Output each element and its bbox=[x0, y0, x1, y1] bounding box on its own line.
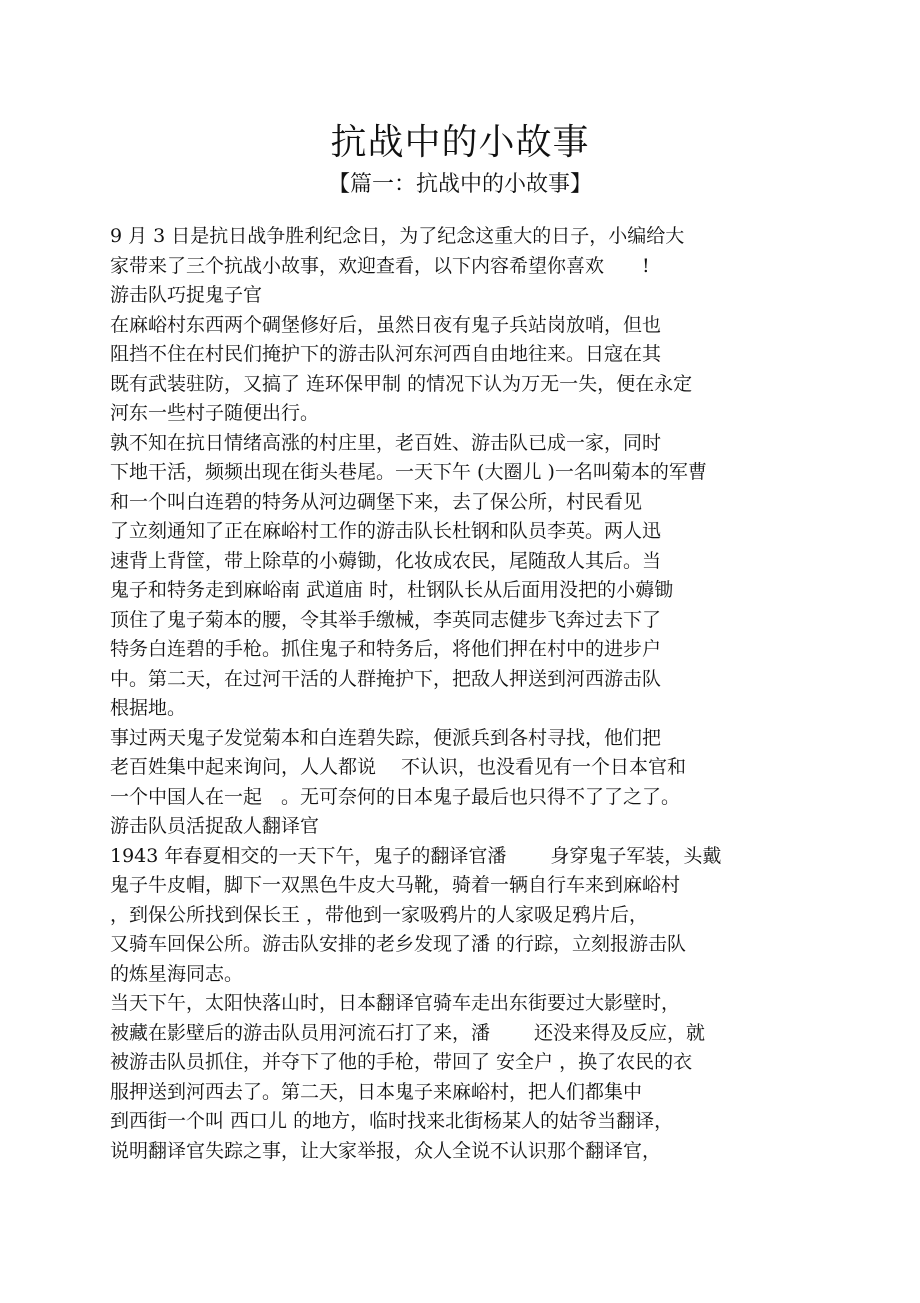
body-line: 的炼星海同志。 bbox=[110, 962, 244, 985]
body-line: 在麻峪村东西两个碉堡修好后，虽然日夜有鬼子兵站岗放哨，但也 bbox=[110, 313, 662, 336]
body-line: 一个中国人在一起 。无可奈何的日本鬼子最后也只得不了了之了。 bbox=[110, 785, 681, 808]
body-line: 既有武装驻防，又搞了 连环保甲制 的情况下认为万无一失，便在永定 bbox=[110, 372, 693, 395]
document-subtitle: 【篇一：抗战中的小故事】 bbox=[327, 172, 592, 197]
body-line: 孰不知在抗日情绪高涨的村庄里，老百姓、游击队已成一家，同时 bbox=[110, 431, 662, 454]
body-line: 1943 年春夏相交的一天下午，鬼子的翻译官潘 身穿鬼子军装，头戴 bbox=[110, 844, 722, 867]
body-line: 服押送到河西去了。第二天，日本鬼子来麻峪村，把人们都集中 bbox=[110, 1080, 643, 1103]
section-heading: 游击队员活捉敌人翻译官 bbox=[110, 815, 320, 837]
body-line: 鬼子牛皮帽，脚下一双黑色牛皮大马靴，骑着一辆自行车来到麻峪村 bbox=[110, 874, 681, 896]
body-line: 河东一些村子随便出行。 bbox=[110, 402, 320, 424]
body-line: 阻挡不住在村民们掩护下的游击队河东河西自由地往来。日寇在其 bbox=[110, 343, 662, 365]
body-line: 又骑车回保公所。游击队安排的老乡发现了潘 的行踪，立刻报游击队 bbox=[110, 933, 687, 955]
body-line: 中。第二天，在过河干活的人群掩护下，把敌人押送到河西游击队 bbox=[110, 667, 662, 690]
body-line: 了立刻通知了正在麻峪村工作的游击队长杜钢和队员李英。两人迅 bbox=[110, 520, 662, 542]
body-line: 被藏在影壁后的游击队员用河流石打了来，潘 还没来得及反应，就 bbox=[110, 1021, 706, 1044]
body-line: 家带来了三个抗战小故事，欢迎查看，以下内容希望你喜欢 ! bbox=[110, 254, 650, 277]
body-line: 当天下午，太阳快落山时，日本翻译官骑车走出东街要过大影壁时， bbox=[110, 992, 681, 1014]
body-line: 速背上背筐，带上除草的小薅锄，化妆成农民，尾随敌人其后。当 bbox=[110, 549, 662, 572]
body-line: 根据地。 bbox=[110, 697, 187, 719]
body-line: 顶住了鬼子菊本的腰，令其举手缴械，李英同志健步飞奔过去下了 bbox=[110, 608, 662, 631]
body-line: 9 月 3 日是抗日战争胜利纪念日，为了纪念这重大的日子，小编给大 bbox=[110, 225, 685, 247]
body-line: 到西街一个叫 西口儿 的地方，临时找来北街杨某人的姑爷当翻译， bbox=[110, 1110, 674, 1132]
section-heading: 游击队巧捉鬼子官 bbox=[110, 284, 263, 306]
body-line: ，到保公所找到保长王 ，带他到一家吸鸦片的人家吸足鸦片后， bbox=[110, 903, 649, 926]
body-line: 和一个叫白连碧的特务从河边碉堡下来，去了保公所，村民看见 bbox=[110, 490, 643, 513]
body-line: 特务白连碧的手枪。抓住鬼子和特务后，将他们押在村中的进步户 bbox=[110, 638, 662, 660]
document-title: 抗战中的小故事 bbox=[330, 122, 590, 163]
body-line: 老百姓集中起来询问，人人都说 不认识，也没看见有一个日本官和 bbox=[110, 756, 687, 778]
body-line: 被游击队员抓住，并夺下了他的手枪，带回了 安全户 ，换了农民的衣 bbox=[110, 1051, 693, 1073]
body-line: 下地干活，频频出现在街头巷尾。一天下午 (大圈儿 )一名叫菊本的军曹 bbox=[110, 461, 707, 483]
body-line: 鬼子和特务走到麻峪南 武道庙 时，杜钢队长从后面用没把的小薅锄 bbox=[110, 579, 674, 601]
body-line: 说明翻译官失踪之事，让大家举报，众人全说不认识那个翻译官， bbox=[110, 1139, 662, 1162]
document-body bbox=[110, 222, 800, 1166]
body-line: 事过两天鬼子发觉菊本和白连碧失踪，便派兵到各村寻找，他们把 bbox=[110, 726, 662, 749]
